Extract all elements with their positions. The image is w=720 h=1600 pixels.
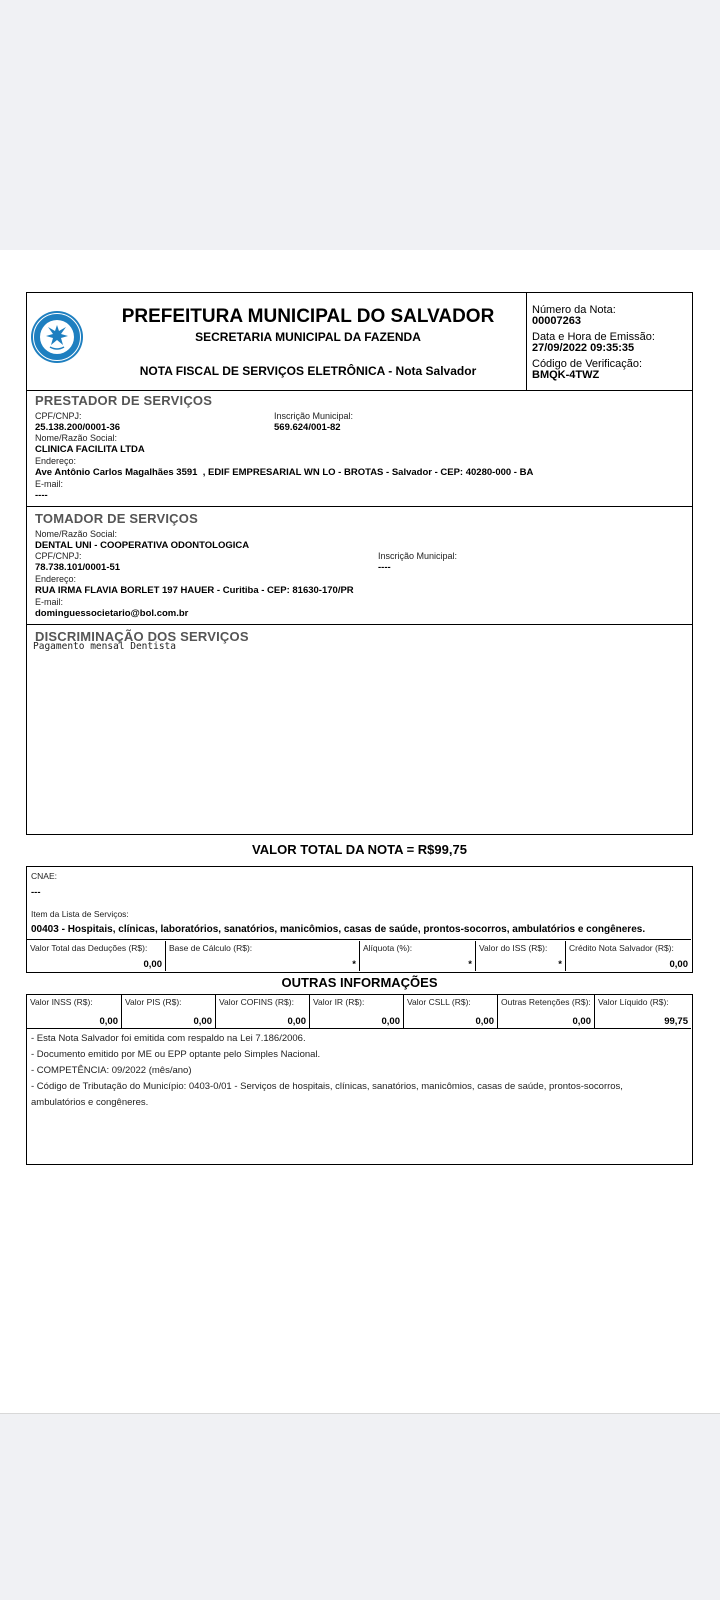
outras-cell-value: 0,00 [475, 1016, 494, 1027]
discriminacao-title: DISCRIMINAÇÃO DOS SERVIÇOS [35, 629, 249, 644]
numero-label: Número da Nota: [532, 304, 616, 316]
outras-cell [309, 995, 403, 1028]
prestador-im-label: Inscrição Municipal: [274, 411, 354, 421]
servico-cell-label: Valor do ISS (R$): [479, 943, 548, 953]
outras-cell [215, 995, 309, 1028]
outras-cell-value: 0,00 [193, 1016, 212, 1027]
servico-cell [359, 941, 475, 971]
prestador-box [26, 389, 693, 507]
prestador-end-value: Ave Antônio Carlos Magalhães 3591 , EDIF EMPRESARIAL WN LO - BROTAS - Salvador - CEP: 40280-000 - BA [35, 467, 534, 478]
numero-value: 00007263 [532, 315, 581, 327]
info-line: - Documento emitido por ME ou EPP optante pelo Simples Nacional. [31, 1049, 321, 1060]
data-value: 27/09/2022 09:35:35 [532, 342, 635, 354]
tomador-end-value: RUA IRMA FLAVIA BORLET 197 HAUER - Curitiba - CEP: 81630-170/PR [35, 585, 354, 596]
prestador-email-value: ---- [35, 490, 48, 501]
outras-cell [27, 995, 121, 1028]
outras-cell-label: Valor PIS (R$): [125, 997, 182, 1007]
info-line: ambulatórios e congêneres. [31, 1097, 149, 1108]
tomador-im-label: Inscrição Municipal: [378, 551, 458, 561]
page-title: PREFEITURA MUNICIPAL DO SALVADOR [121, 306, 495, 327]
discriminacao-text: Pagamento mensal Dentista [33, 641, 176, 652]
info-line: - COMPETÊNCIA: 09/2022 (mês/ano) [31, 1065, 192, 1076]
outras-title: OUTRAS INFORMAÇÕES [281, 975, 438, 990]
doc-title: NOTA FISCAL DE SERVIÇOS ELETRÔNICA - Nota Salvador [139, 364, 477, 378]
info-line: - Esta Nota Salvador foi emitida com respaldo na Lei 7.186/2006. [31, 1033, 306, 1044]
tomador-title: TOMADOR DE SERVIÇOS [35, 511, 198, 526]
tomador-email-label: E-mail: [35, 597, 64, 607]
servico-cell-label: Alíquota (%): [363, 943, 413, 953]
outras-cell-value: 0,00 [287, 1016, 306, 1027]
item-lista-value: 00403 - Hospitais, clínicas, laboratórios, sanatórios, manicômios, casas de saúde, prontos-socorros, ambulatórios e congêneres. [31, 924, 646, 935]
prestador-cpf-value: 25.138.200/0001-36 [35, 422, 121, 433]
data-label: Data e Hora de Emissão: [532, 331, 655, 343]
prestador-title: PRESTADOR DE SERVIÇOS [35, 393, 213, 408]
tomador-end-label: Endereço: [35, 574, 77, 584]
valor-total: VALOR TOTAL DA NOTA = R$99,75 [252, 842, 467, 857]
servico-cell-label: Valor Total das Deduções (R$): [30, 943, 148, 953]
servico-cell [27, 941, 165, 971]
tomador-email-value: dominguessocietario@bol.com.br [35, 608, 189, 619]
outras-cell-value: 0,00 [99, 1016, 118, 1027]
tomador-nome-value: DENTAL UNI - COOPERATIVA ODONTOLOGICA [35, 540, 250, 551]
servico-cell [475, 941, 565, 971]
servico-cell [165, 941, 359, 971]
outras-cell-label: Valor CSLL (R$): [407, 997, 471, 1007]
prestador-nome-label: Nome/Razão Social: [35, 433, 118, 443]
discriminacao-box [26, 625, 693, 835]
outras-cell [594, 995, 691, 1028]
outras-cell-label: Valor COFINS (R$): [219, 997, 294, 1007]
document-page [0, 250, 720, 1414]
outras-cell-label: Valor IR (R$): [313, 997, 365, 1007]
servico-box [26, 866, 693, 973]
servico-cell-value: * [558, 959, 562, 970]
prestador-cpf-label: CPF/CNPJ: [35, 411, 82, 421]
outras-box [26, 994, 693, 1165]
header-box [26, 292, 693, 391]
tomador-nome-label: Nome/Razão Social: [35, 529, 118, 539]
servico-cell-label: Base de Cálculo (R$): [169, 943, 253, 953]
codigo-value: BMQK-4TWZ [532, 369, 600, 381]
outras-cell [121, 995, 215, 1028]
salvador-seal-icon [30, 307, 84, 367]
outras-cell-value: 0,00 [381, 1016, 400, 1027]
prestador-im-value: 569.624/001-82 [274, 422, 341, 433]
servico-cell-value: 0,00 [669, 959, 688, 970]
page-subtitle: SECRETARIA MUNICIPAL DA FAZENDA [195, 330, 421, 344]
tomador-box [26, 507, 693, 625]
servico-cell-label: Crédito Nota Salvador (R$): [569, 943, 674, 953]
outras-cell-value: 0,00 [572, 1016, 591, 1027]
servico-cell [565, 941, 691, 971]
outras-cell-label: Valor INSS (R$): [30, 997, 93, 1007]
outras-cell-label: Outras Retenções (R$): [501, 997, 591, 1007]
prestador-email-label: E-mail: [35, 479, 64, 489]
tomador-cpf-label: CPF/CNPJ: [35, 551, 82, 561]
servico-cell-value: * [352, 959, 356, 970]
codigo-label: Código de Verificação: [532, 358, 643, 370]
item-lista-label: Item da Lista de Serviços: [31, 909, 129, 919]
tomador-cpf-value: 78.738.101/0001-51 [35, 562, 121, 573]
tomador-im-value: ---- [378, 562, 391, 573]
outras-cell [403, 995, 497, 1028]
outras-cell-value: 99,75 [664, 1016, 688, 1027]
outras-cell [497, 995, 594, 1028]
outras-cell-label: Valor Líquido (R$): [598, 997, 669, 1007]
servico-cell-value: 0,00 [143, 959, 162, 970]
outras-lines [31, 1031, 686, 1111]
info-line: - Código de Tributação do Município: 0403-0/01 - Serviços de hospitais, clínicas, sanatórios, manicômios, casas de saúde, prontos-socorros, [31, 1081, 623, 1092]
cnae-label: CNAE: [31, 871, 57, 881]
prestador-nome-value: CLINICA FACILITA LTDA [35, 444, 145, 455]
cnae-value: --- [31, 887, 41, 898]
prestador-end-label: Endereço: [35, 456, 77, 466]
servico-cell-value: * [468, 959, 472, 970]
